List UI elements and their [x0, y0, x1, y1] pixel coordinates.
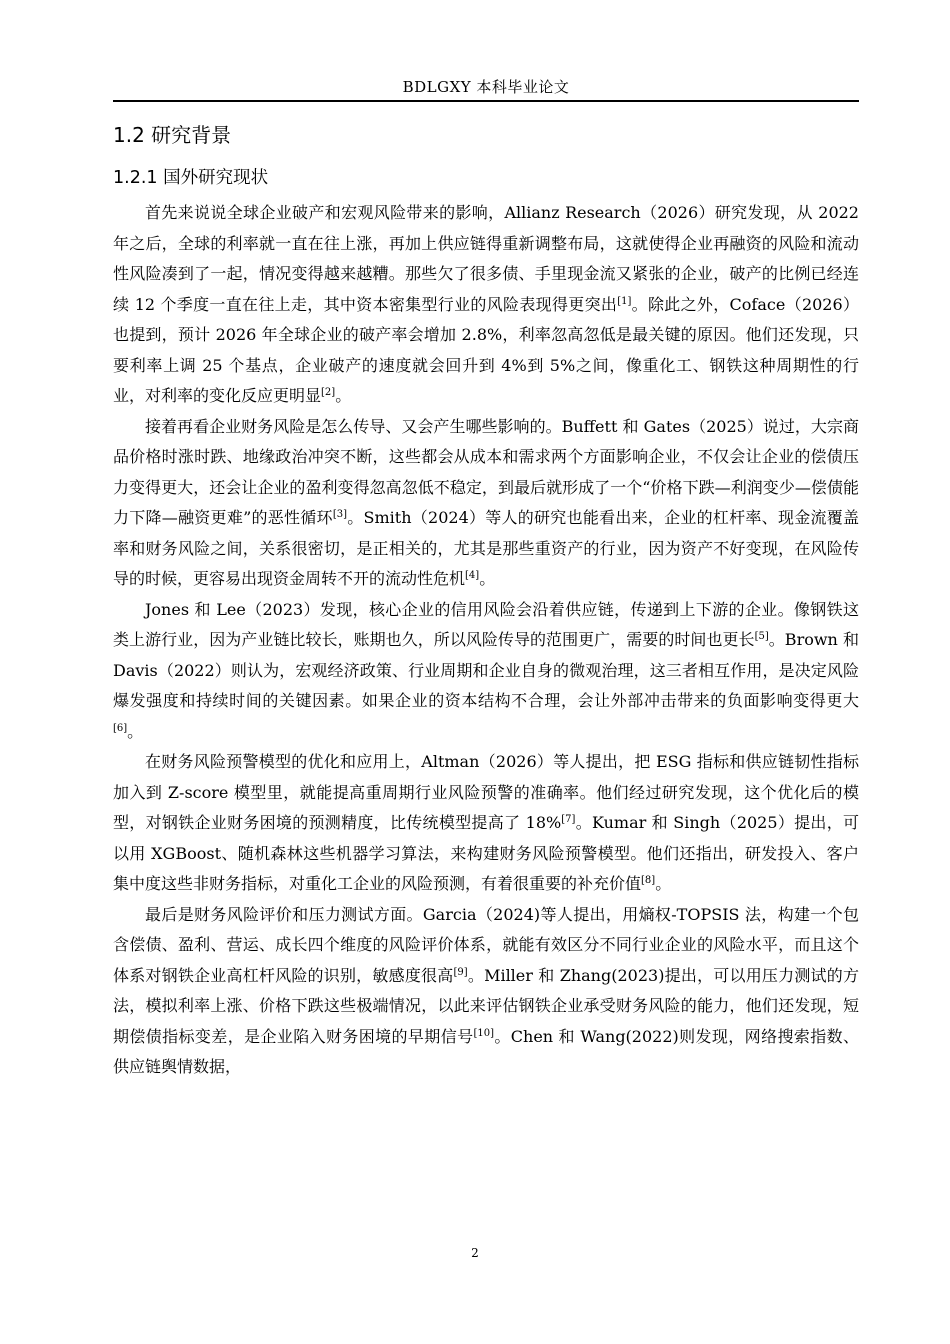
citation-ref: [9]	[453, 966, 468, 978]
paragraph-text: 。	[655, 874, 672, 893]
paragraph-text: 接着再看企业财务风险是怎么传导、又会产生哪些影响的。Buffett 和 Gates（2025）说过，大宗商品价格时涨时跌、地缘政治冲突不断，这些都会从成本和需求两个方面影响企业，不仅会让企业的偿债压力变得更大，还会让企业的盈利变得忽高忽低不稳定，到最后就形成了一个“价格下跌—利润变少—偿债能力下降—融资更难”的恶性循环	[113, 416, 859, 527]
citation-ref: [8]	[641, 875, 656, 886]
paragraph-text: 。Smith（2024）等人的研究也能看出来，企业的杠杆率、现金流覆盖率和财务风险之间，关系很密切，是正相关的，尤其是那些重资产的行业，因为资产不好变现，在风险传导的时候，更容易出现资金周转不开的流动性危机	[113, 508, 859, 588]
paragraph-text: 。	[479, 569, 496, 588]
paragraph-5	[113, 900, 859, 1083]
paragraph-text: 。	[335, 386, 352, 405]
paragraph-3	[113, 595, 859, 748]
paragraph-text: 。Kumar 和 Singh（2025）提出，可以用 XGBoost、随机森林这些机器学习算法，来构建财务风险预警模型。他们还指出，研发投入、客户集中度这些非财务指标，对重化工企业的风险预测，有着很重要的补充价值	[113, 813, 859, 893]
paragraph-2	[113, 412, 859, 595]
page-number: 2	[471, 1246, 479, 1260]
paragraph-4	[113, 747, 859, 900]
paragraph-1	[113, 198, 859, 412]
paragraph-text: 。除此之外，Coface（2026）也提到，预计 2026 年全球企业的破产率会增加 2.8%，利率忽高忽低是最关键的原因。他们还发现，只要利率上调 25 个基点，企业破产的速度就会回升到 4%到 5%之间，像重化工、钢铁这种周期性的行业，对利率的变化反应更明显	[113, 294, 859, 405]
citation-ref: [3]	[332, 509, 347, 520]
paragraph-text: 首先来说说全球企业破产和宏观风险带来的影响，Allianz Research（2026）研究发现，从 2022 年之后，全球的利率就一直在往上涨，再加上供应链得重新调整布局，这就使得企业再融资的风险和流动性风险凑到了一起，情况变得越来越糟。那些欠了很多债、手里现金流又紧张的企业，破产的比例已经连续 12 个季度一直在往上走，其中资本密集型行业的风险表现得更突出	[113, 203, 859, 314]
subsection-heading: 1.2.1 国外研究现状	[113, 168, 269, 188]
citation-ref: [1]	[617, 295, 632, 307]
citation-ref: [7]	[561, 814, 576, 825]
paragraph-text: 。Miller 和 Zhang(2023)提出，可以用压力测试的方法，模拟利率上涨、价格下跌这些极端情况，以此来评估钢铁企业承受财务风险的能力，他们还发现，短期偿债指标变差，是企业陷入财务困境的早期信号	[113, 965, 859, 1046]
citation-ref: [5]	[754, 631, 769, 642]
citation-ref: [10]	[473, 1027, 494, 1039]
citation-ref: [4]	[465, 570, 480, 581]
section-heading: 1.2 研究背景	[113, 123, 232, 147]
header-rule	[113, 100, 859, 102]
paragraph-text: 。	[127, 721, 144, 741]
paragraph-text: Jones 和 Lee（2023）发现，核心企业的信用风险会沿着供应链，传递到上下游的企业。像钢铁这类上游行业，因为产业链比较长，账期也久，所以风险传导的范围更广，需要的时间也更长	[113, 599, 859, 649]
paragraph-text: 。Brown 和 Davis（2022）则认为，宏观经济政策、行业周期和企业自身的微观治理，这三者相互作用，是决定风险爆发强度和持续时间的关键因素。如果企业的资本结构不合理，会让外部冲击带来的负面影响变得更大	[113, 630, 859, 710]
paragraph-text: 在财务风险预警模型的优化和应用上，Altman（2026）等人提出，把 ESG 指标和供应链韧性指标加入到 Z-score 模型里，就能提高重周期行业风险预警的准确率。他们经过研究发现，这个优化后的模型，对钢铁企业财务困境的预测精度，比传统模型提高了 18%	[113, 752, 859, 832]
citation-ref: [6]	[113, 722, 128, 734]
body-content	[113, 112, 859, 1083]
running-header: BDLGXY 本科毕业论文	[402, 78, 570, 96]
paragraph-text: 最后是财务风险评价和压力测试方面。Garcia（2024)等人提出，用熵权-TOPSIS 法，构建一个包含偿债、盈利、营运、成长四个维度的风险评价体系，就能有效区分不同行业企业的风险水平，而且这个体系对钢铁企业高杠杆风险的识别，敏感度很高	[113, 904, 859, 985]
citation-ref: [2]	[321, 387, 336, 398]
paragraph-text: 。Chen 和 Wang(2022)则发现，网络搜索指数、供应链舆情数据，	[113, 1026, 859, 1076]
